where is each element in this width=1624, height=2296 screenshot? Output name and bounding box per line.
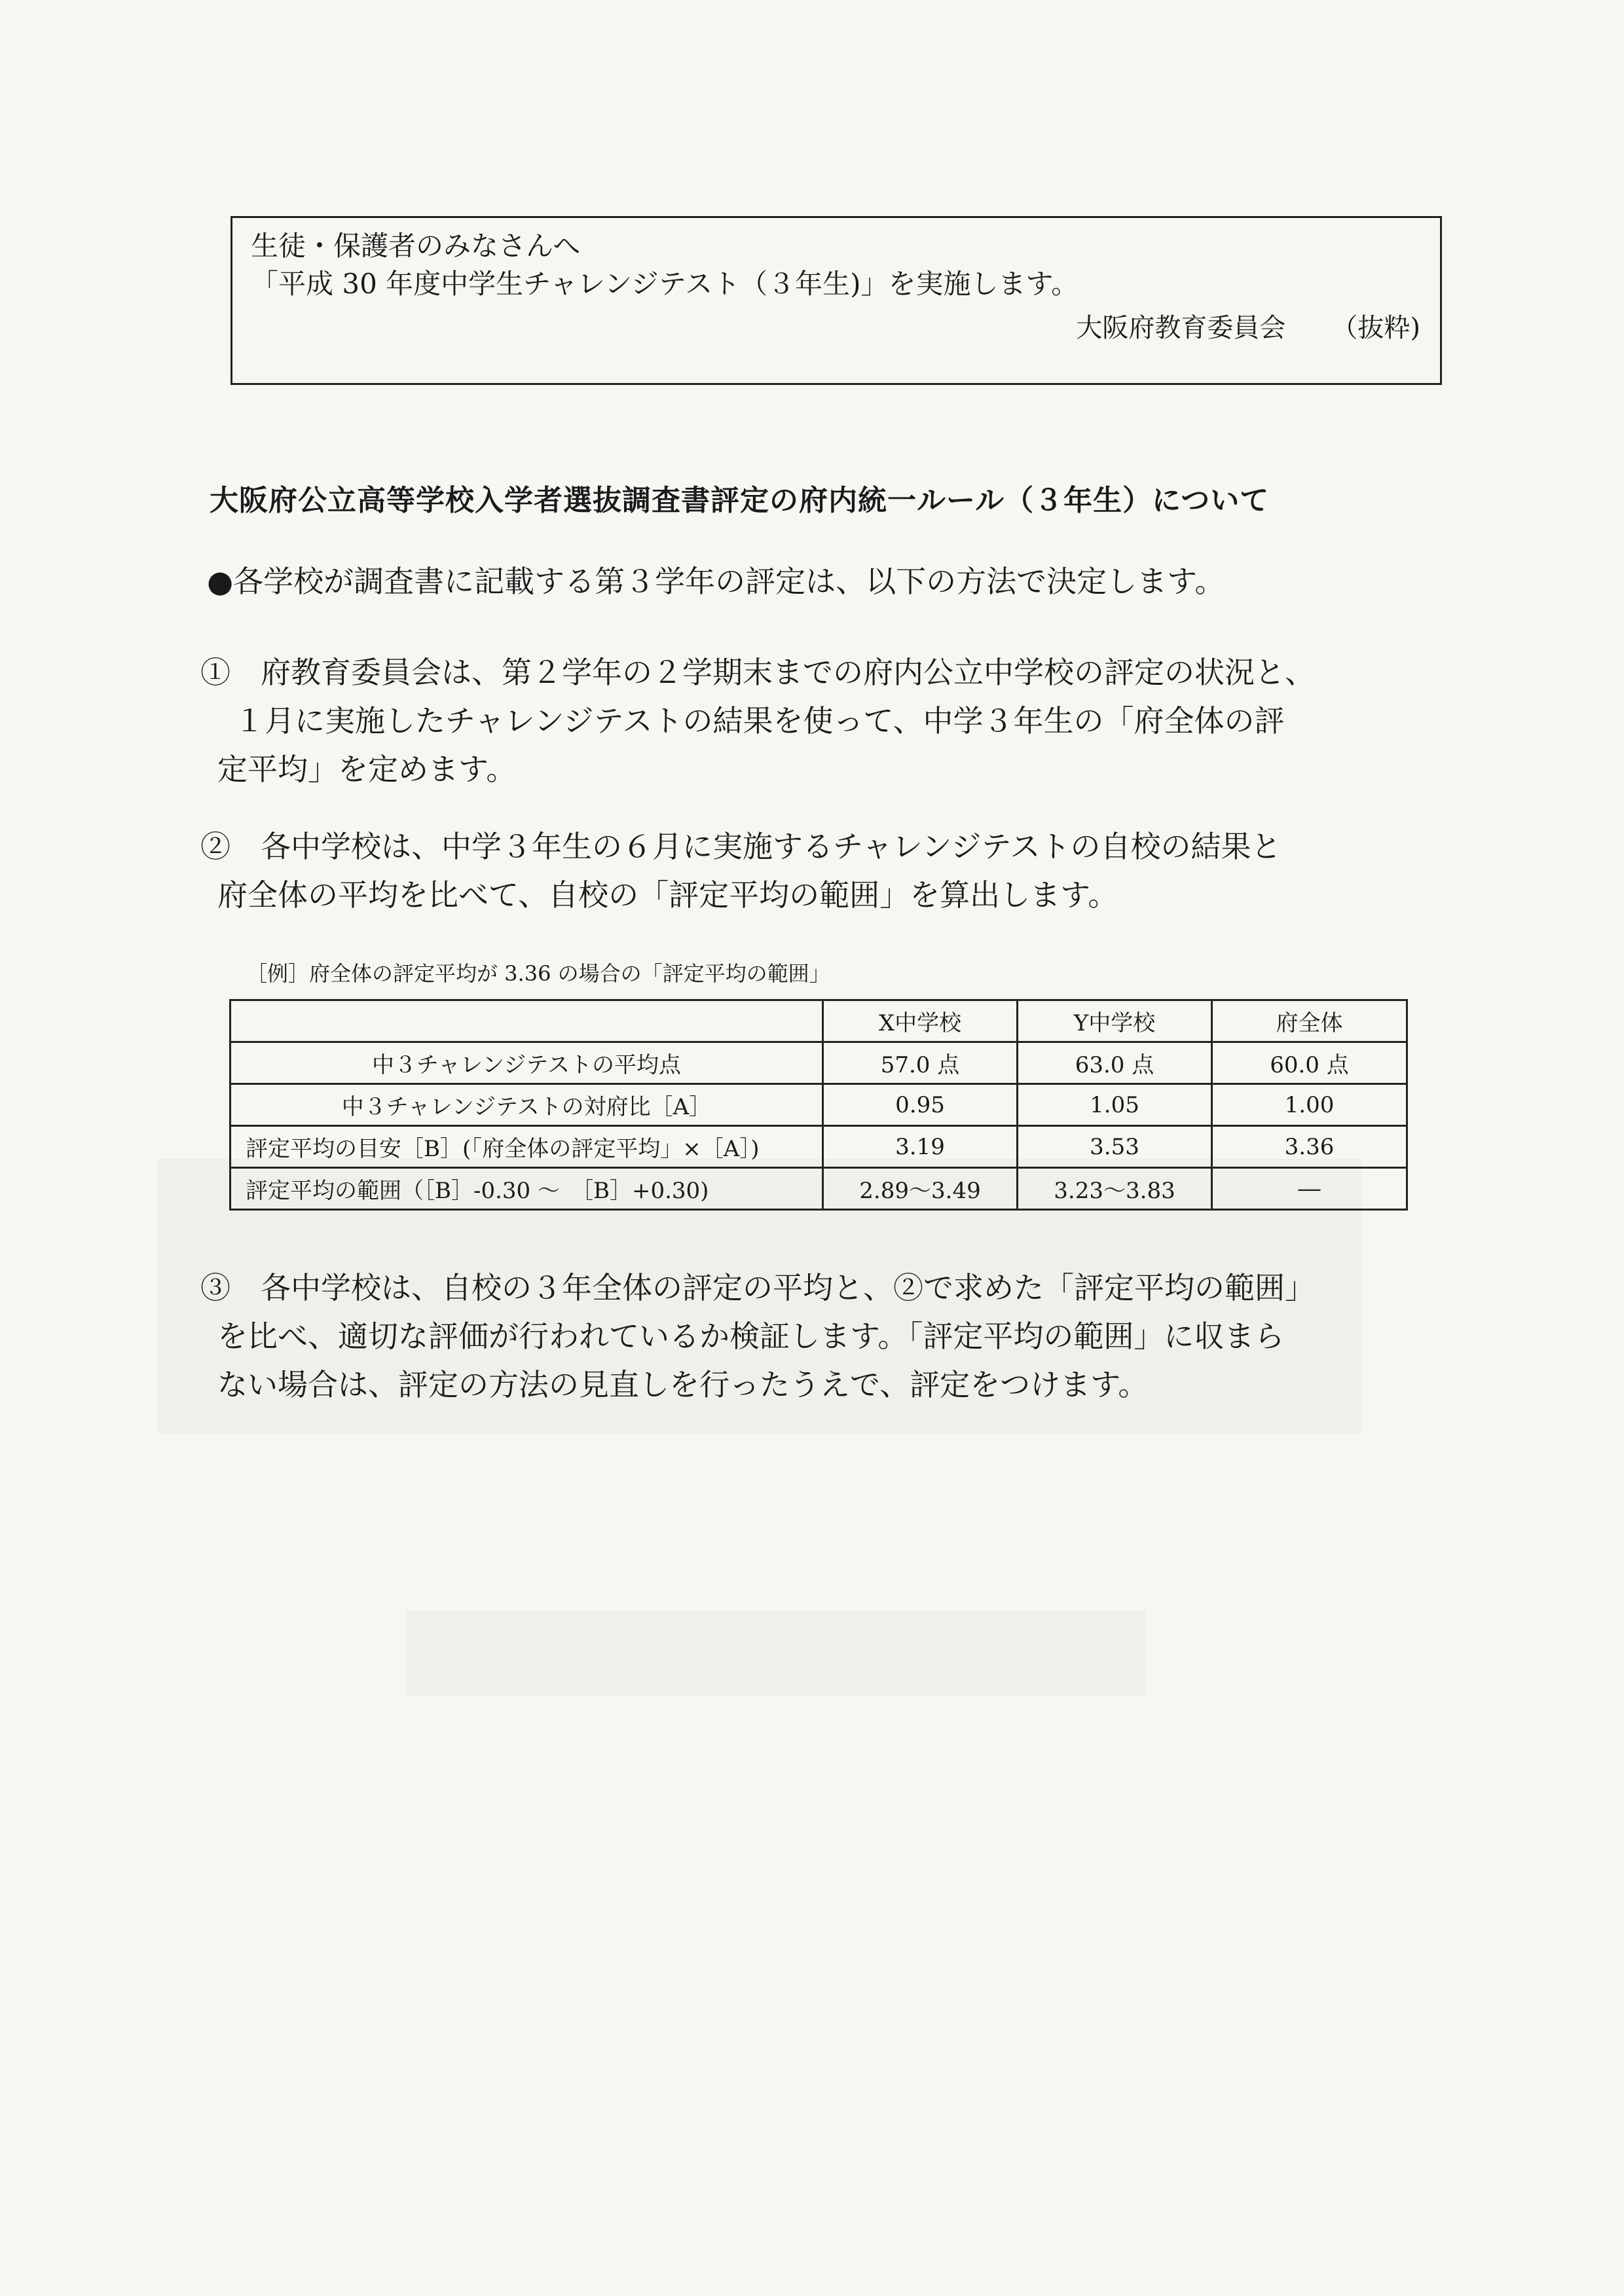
table-header-cell (231, 1000, 823, 1042)
table-header-row (231, 1000, 1407, 1042)
example-table (229, 999, 1408, 1211)
notice-issuer-line (1076, 307, 1420, 344)
step-1-line-2: １月に実施したチャレンジテストの結果を使って、中学３年生の「府全体の評 (234, 703, 1285, 738)
intro-bullet: ●各学校が調査書に記載する第３学年の評定は、以下の方法で決定します。 (207, 564, 1225, 599)
table-cell: 57.0 点 (823, 1042, 1018, 1084)
table-cell: 3.23～3.83 (1018, 1168, 1212, 1210)
example-caption: ［例］府全体の評定平均が 3.36 の場合の「評定平均の範囲」 (246, 961, 830, 986)
step-3-paragraph (200, 1264, 1315, 1409)
step-2-paragraph (200, 822, 1281, 919)
table-cell: 中３チャレンジテストの平均点 (231, 1042, 823, 1084)
step-2-line-2: 府全体の平均を比べて、自校の「評定平均の範囲」を算出します。 (217, 877, 1118, 913)
notice-title: 「平成 30 年度中学生チャレンジテスト（３年生)」を実施します。 (251, 268, 1079, 300)
table-header-cell: X中学校 (823, 1000, 1018, 1042)
table-row (231, 1126, 1407, 1168)
table-row (231, 1042, 1407, 1084)
table-row (231, 1168, 1407, 1210)
table-cell: 評定平均の目安［B］(「府全体の評定平均」×［A］) (231, 1126, 823, 1168)
step-1-line-1: ① 府教育委員会は、第２学年の２学期末までの府内公立中学校の評定の状況と、 (200, 655, 1315, 690)
table-cell: 1.00 (1212, 1084, 1407, 1126)
table-cell: 3.36 (1212, 1126, 1407, 1168)
section-heading: 大阪府公立高等学校入学者選抜調査書評定の府内統一ルール（３年生）について (210, 484, 1270, 517)
table-header-cell: 府全体 (1212, 1000, 1407, 1042)
step-3-line-3: ない場合は、評定の方法の見直しを行ったうえで、評定をつけます。 (217, 1367, 1149, 1402)
step-1-paragraph (200, 648, 1315, 793)
step-3-line-1: ③ 各中学校は、自校の３年全体の評定の平均と、②で求めた「評定平均の範囲」 (200, 1270, 1315, 1305)
table-cell: 3.53 (1018, 1126, 1212, 1168)
table-cell: 1.05 (1018, 1084, 1212, 1126)
notice-box (231, 216, 1442, 385)
table-cell: 3.19 (823, 1126, 1018, 1168)
step-3-line-2: を比べ、適切な評価が行われているか検証します。「評定平均の範囲」に収まら (217, 1319, 1285, 1354)
table-cell: ― (1212, 1168, 1407, 1210)
step-1-line-3: 定平均」を定めます。 (217, 752, 517, 787)
step-2-line-1: ② 各中学校は、中学３年生の６月に実施するチャレンジテストの自校の結果と (200, 829, 1282, 864)
table-cell: 評定平均の範囲（［B］-0.30 ～ ［B］+0.30) (231, 1168, 823, 1210)
bleed-through-shade (406, 1611, 1146, 1696)
table-header-cell: Y中学校 (1018, 1000, 1212, 1042)
table-cell: 0.95 (823, 1084, 1018, 1126)
table-cell: 63.0 点 (1018, 1042, 1212, 1084)
notice-excerpt: （抜粋) (1331, 313, 1420, 343)
table-cell: 2.89～3.49 (823, 1168, 1018, 1210)
notice-greeting: 生徒・保護者のみなさんへ (251, 230, 581, 262)
table-cell: 中３チャレンジテストの対府比［A］ (231, 1084, 823, 1126)
table-row (231, 1084, 1407, 1126)
notice-issuer: 大阪府教育委員会 (1076, 313, 1286, 343)
table-cell: 60.0 点 (1212, 1042, 1407, 1084)
